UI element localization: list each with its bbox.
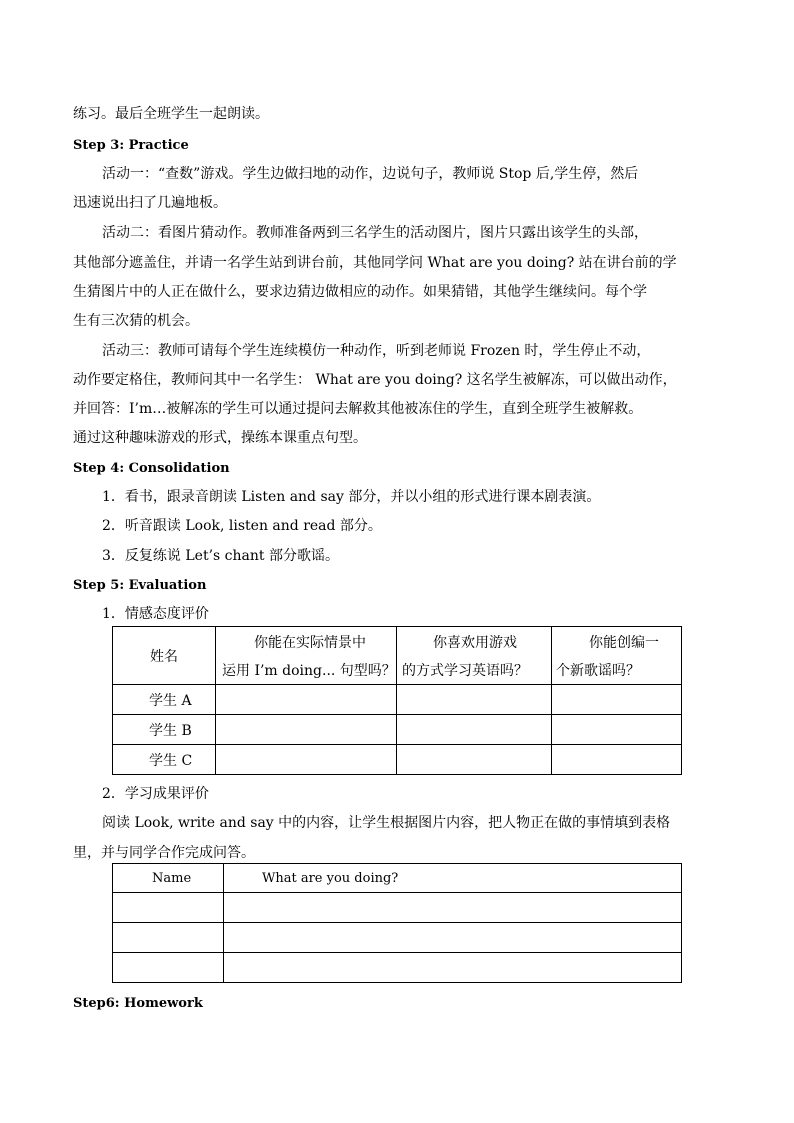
table-row [113,745,682,775]
step-4-heading: Step 4: Consolidation [73,461,230,476]
learning-outcome-table [112,863,682,983]
evaluation-subheading-1: 1．情感态度评价 [102,606,209,622]
empty-cell[interactable] [397,685,552,715]
activity-3-line-3: 并回答：I’m…被解冻的学生可以通过提问去解救其他被冻住的学生，直到全班学生被解救。 [73,401,643,417]
empty-cell[interactable] [397,715,552,745]
activity-3-line-1: 活动三：教师可请每个学生连续模仿一种动作，听到老师说 Frozen 时，学生停止不动， [102,343,651,359]
row-label-cell: 学生 C [113,745,216,775]
attitude-evaluation-table [112,626,682,775]
step-5-heading: Step 5: Evaluation [73,578,207,593]
activity-2-line-4: 生有三次猜的机会。 [73,313,199,329]
empty-cell[interactable] [113,953,224,983]
empty-cell[interactable] [216,715,397,745]
table-row [113,685,682,715]
table-header-row [113,627,682,685]
empty-cell[interactable] [552,685,682,715]
activity-1-line-1: 活动一：“查数”游戏。学生边做扫地的动作，边说句子，教师说 Stop 后,学生停，然后 [102,166,639,182]
table-row [113,715,682,745]
evaluation-description-line-2: 里，并与同学合作完成问答。 [73,845,255,861]
step-6-heading: Step6: Homework [73,996,203,1011]
empty-cell[interactable] [216,685,397,715]
empty-cell[interactable] [113,923,224,953]
activity-1-line-2: 迅速说出扫了几遍地板。 [73,195,227,211]
activity-2-line-3: 生猜图片中的人正在做什么，要求边猜边做相应的动作。如果猜错，其他学生继续问。每个学 [73,284,647,300]
empty-cell[interactable] [397,745,552,775]
table-header-row [113,864,682,893]
evaluation-subheading-2: 2．学习成果评价 [102,786,209,802]
empty-cell[interactable] [224,893,682,923]
activity-2-line-2: 其他部分遮盖住，并请一名学生站到讲台前，其他同学问 What are you doing? 站在讲台前的学 [73,255,677,271]
empty-cell[interactable] [224,923,682,953]
row-label-cell: 学生 B [113,715,216,745]
header-cell-sentence-use: 你能在实际情景中 运用 I’m doing... 句型吗？ [216,627,397,685]
table-row [113,923,682,953]
evaluation-description-line-1: 阅读 Look, write and say 中的内容，让学生根据图片内容，把人物正在做的事情填到表格 [102,815,671,831]
row-label-cell: 学生 A [113,685,216,715]
header-cell-game-learning: 你喜欢用游戏 的方式学习英语吗？ [397,627,552,685]
consolidation-item-2: 2．听音跟读 Look, listen and read 部分。 [102,518,382,534]
table-row [113,953,682,983]
consolidation-item-1: 1．看书，跟录音朗读 Listen and say 部分，并以小组的形式进行课本剧表演。 [102,489,601,505]
paragraph-continuation: 练习。最后全班学生一起朗读。 [73,106,269,122]
activity-3-line-4: 通过这种趣味游戏的形式，操练本课重点句型。 [73,430,367,446]
empty-cell[interactable] [552,715,682,745]
empty-cell[interactable] [552,745,682,775]
header-cell-create-chant: 你能创编一 个新歌谣吗？ [552,627,682,685]
consolidation-item-3: 3．反复练说 Let’s chant 部分歌谣。 [102,548,339,564]
step-3-heading: Step 3: Practice [73,138,189,153]
table-row [113,893,682,923]
empty-cell[interactable] [224,953,682,983]
activity-3-line-2: 动作要定格住，教师问其中一名学生： What are you doing? 这名学生被解冻，可以做出动作， [73,372,677,388]
header-name-cell: 姓名 [113,627,216,685]
empty-cell[interactable] [113,893,224,923]
activity-2-line-1: 活动二：看图片猜动作。教师准备两到三名学生的活动图片，图片只露出该学生的头部， [102,225,648,241]
empty-cell[interactable] [216,745,397,775]
header-question-cell: What are you doing? [224,864,682,893]
header-name-cell: Name [113,864,224,893]
